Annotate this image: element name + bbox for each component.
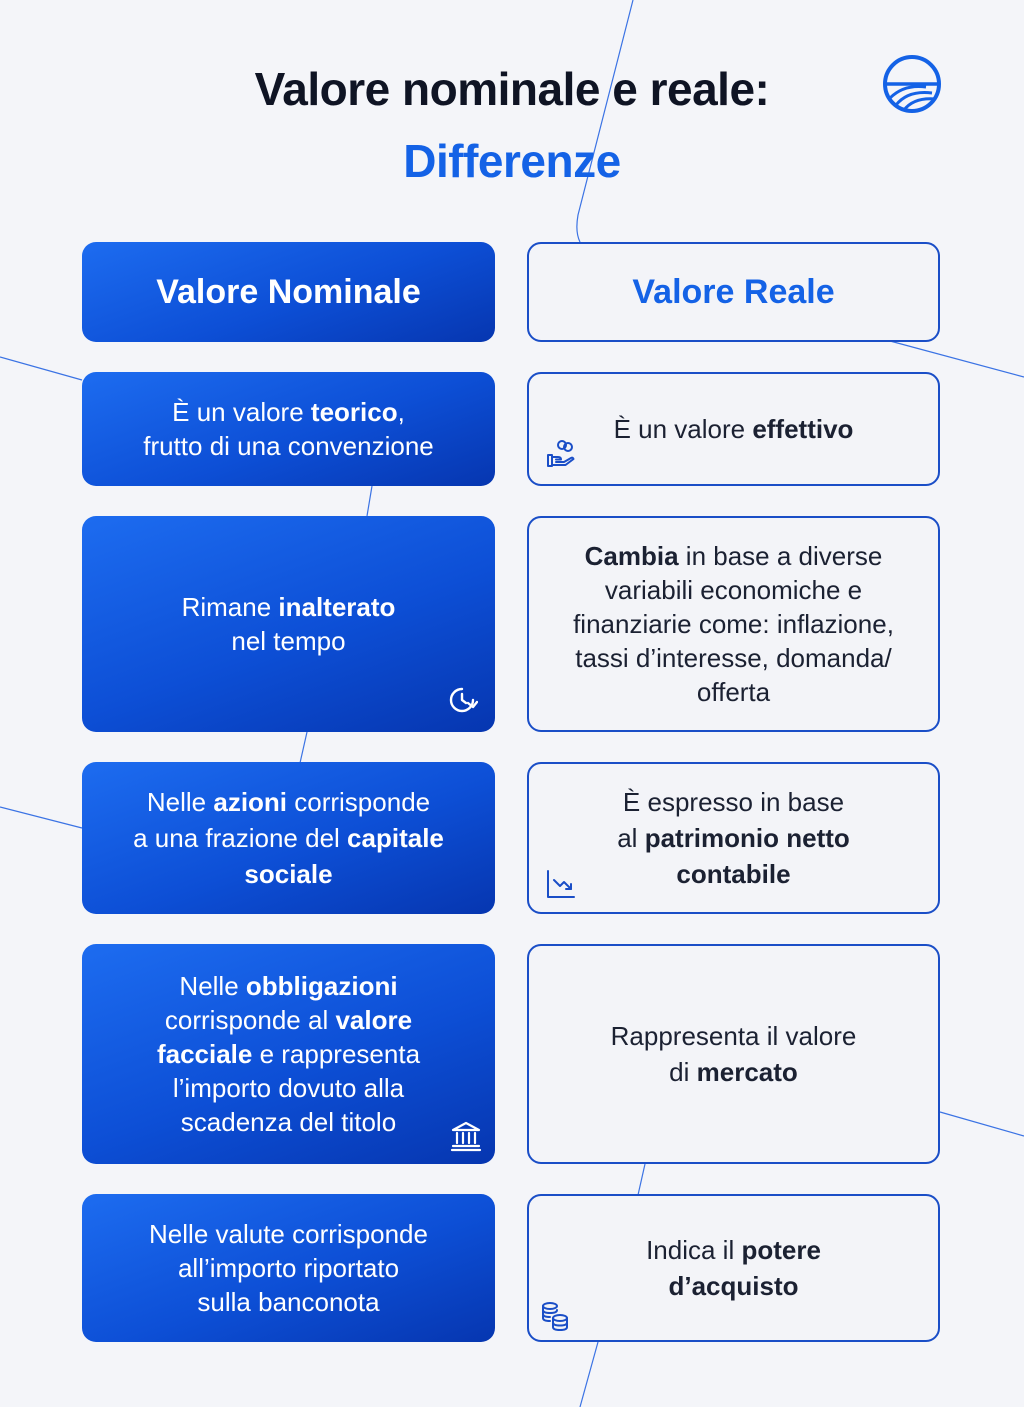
- nominal-cell-2: [82, 516, 495, 732]
- real-text-2: Cambia in base a diverse variabili economiche e finanziarie come: inflazione, tassi d’interesse, domanda/ offerta: [573, 541, 894, 707]
- brand-logo-icon: [882, 54, 942, 114]
- nominal-cell-5: [82, 1194, 495, 1342]
- real-text-3: È espresso in base al patrimonio netto contabile: [617, 787, 850, 889]
- nominal-text-2: Rimane inalterato nel tempo: [181, 592, 396, 656]
- real-header: [527, 242, 940, 342]
- nominal-text-1: È un valore teorico, frutto di una convenzione: [143, 397, 434, 461]
- clock-refresh-icon: [446, 684, 478, 716]
- real-cell-5: [527, 1194, 940, 1342]
- nominal-text-5: Nelle valute corrisponde all’importo riportato sulla banconota: [149, 1219, 428, 1317]
- nominal-cell-3: [82, 762, 495, 914]
- chart-down-icon: [545, 868, 577, 900]
- real-text-4: Rappresenta il valore di mercato: [610, 1021, 857, 1087]
- real-cell-4: [527, 944, 940, 1164]
- real-cell-2: [527, 516, 940, 732]
- page-subtitle: Differenze: [403, 135, 621, 187]
- nominal-cell-4: [82, 944, 495, 1164]
- real-text-1: È un valore effettivo: [613, 414, 854, 444]
- real-cell-3: [527, 762, 940, 914]
- coins-stack-icon: [539, 1300, 571, 1332]
- nominal-cell-1: [82, 372, 495, 486]
- hand-coins-icon: [545, 438, 577, 470]
- nominal-text-4: Nelle obbligazioni corrisponde al valore facciale e rappresenta l’importo dovuto alla scadenza del titolo: [156, 971, 421, 1137]
- nominal-header-label: Valore Nominale: [156, 272, 421, 311]
- real-cell-1: [527, 372, 940, 486]
- page-title: Valore nominale e reale:: [254, 63, 770, 115]
- nominal-text-3: Nelle azioni corrisponde a una frazione del capitale sociale: [133, 787, 444, 889]
- nominal-header: [82, 242, 495, 342]
- real-text-5: Indica il potere d’acquisto: [646, 1235, 821, 1301]
- bank-icon: [450, 1120, 482, 1152]
- real-header-label: Valore Reale: [632, 272, 835, 311]
